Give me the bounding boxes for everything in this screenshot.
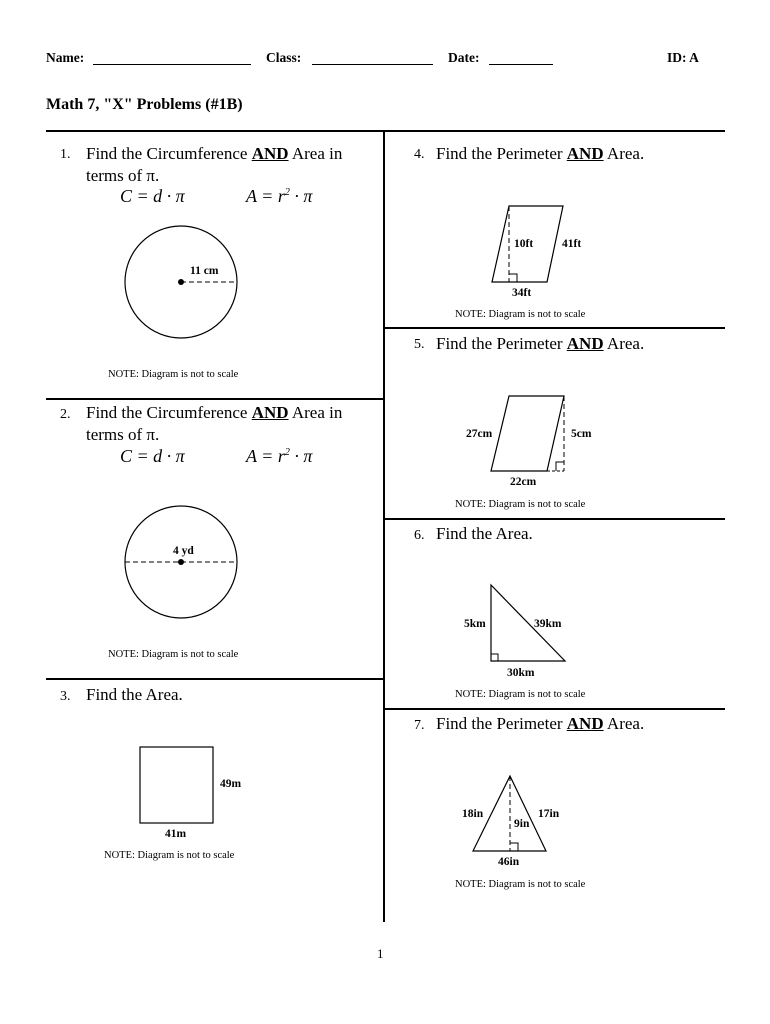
question-number: 7. [414, 718, 425, 733]
slant-label: 27cm [466, 428, 493, 440]
leg-label: 5km [464, 618, 486, 630]
left-side-label: 18in [462, 808, 484, 820]
question-text: Find the Circumference AND Area in terms of π. [86, 144, 343, 185]
slant-label: 41ft [562, 238, 582, 250]
id-label: ID: A [667, 50, 699, 65]
base-label: 22cm [510, 476, 537, 488]
diameter-label: 4 yd [173, 545, 194, 557]
diagram-note: NOTE: Diagram is not to scale [104, 850, 235, 861]
question-number: 1. [60, 147, 71, 162]
question-text: Find the Area. [436, 524, 533, 543]
right-side-label: 17in [538, 808, 560, 820]
hypotenuse-label: 39km [534, 618, 562, 630]
question-number: 5. [414, 337, 425, 352]
base-label: 46in [498, 856, 520, 868]
height-label: 9in [514, 818, 530, 830]
question-number: 3. [60, 689, 71, 704]
worksheet-title: Math 7, "X" Problems (#1B) [46, 96, 243, 113]
diagram-note: NOTE: Diagram is not to scale [108, 369, 239, 380]
diagram-note: NOTE: Diagram is not to scale [455, 499, 586, 510]
side-label: 49m [220, 778, 242, 790]
height-label: 5cm [571, 428, 592, 440]
question-number: 6. [414, 528, 425, 543]
question-text: Find the Perimeter AND Area. [436, 714, 645, 733]
name-label: Name: [46, 50, 85, 65]
bottom-label: 41m [165, 828, 187, 840]
question-text: Find the Perimeter AND Area. [436, 334, 645, 353]
class-label: Class: [266, 50, 302, 65]
area-formula: $A = r^2 \cdot \pi$ [246, 446, 313, 466]
circumference-formula: C = d · π [120, 446, 185, 466]
diagram-note: NOTE: Diagram is not to scale [108, 649, 239, 660]
date-label: Date: [448, 50, 480, 65]
page-number: 1 [377, 946, 384, 961]
height-label: 10ft [514, 238, 534, 250]
question-text: Find the Area. [86, 685, 183, 704]
question-number: 4. [414, 147, 425, 162]
question-number: 2. [60, 407, 71, 422]
radius-label: 11 cm [190, 265, 219, 277]
diagram-note: NOTE: Diagram is not to scale [455, 309, 586, 320]
question-text: Find the Perimeter AND Area. [436, 144, 645, 163]
area-formula: $A = r^2 \cdot \pi$ [246, 186, 313, 206]
diagram-note: NOTE: Diagram is not to scale [455, 879, 586, 890]
base-label: 30km [507, 667, 535, 679]
diagram-note: NOTE: Diagram is not to scale [455, 689, 586, 700]
base-label: 34ft [512, 287, 532, 299]
circumference-formula: C = d · π [120, 186, 185, 206]
question-text: Find the Circumference AND Area in terms of π. [86, 403, 343, 444]
